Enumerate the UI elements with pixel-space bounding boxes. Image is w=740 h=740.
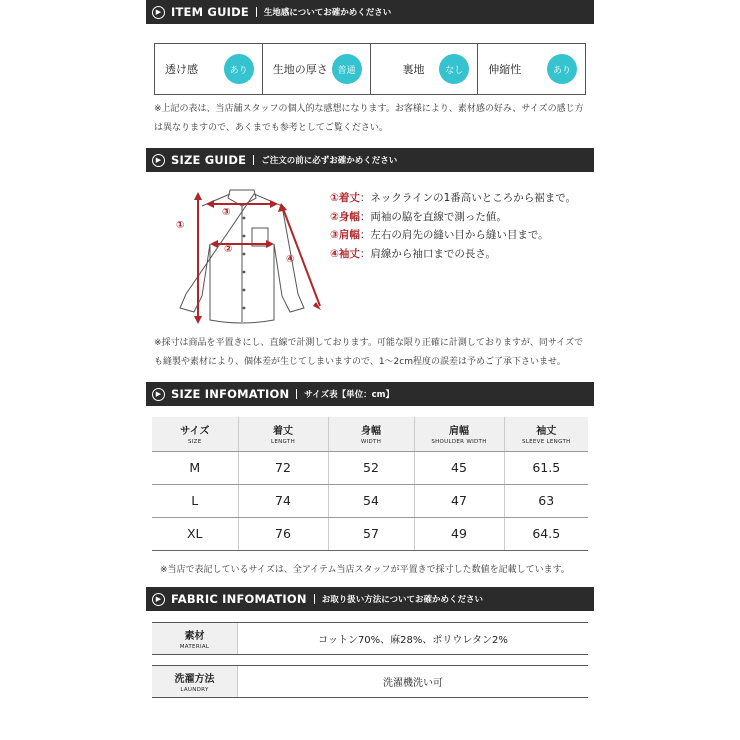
size-info-header xyxy=(146,382,594,406)
note-line: は異なりますので、あくまでも参考としてご覧ください。 xyxy=(154,123,388,133)
diagram-label-width: ② xyxy=(224,244,233,255)
laundry-label xyxy=(152,666,238,697)
sleeve-cell: 63 xyxy=(504,484,588,517)
laundry-label-jp: 洗濯方法 xyxy=(174,674,215,685)
column-header-width: 身幅 WIDTH xyxy=(328,417,414,451)
length-cell: 72 xyxy=(238,451,328,484)
column-header-shoulder: 肩幅 SHOULDER WIDTH xyxy=(414,417,504,451)
material-value: コットン70%、麻28%、ポリウレタン2% xyxy=(318,635,508,646)
item-guide-cell-transparency xyxy=(155,44,263,94)
guide-desc: ：ネックラインの1番高いところから裾まで。 xyxy=(359,192,577,204)
guide-key: 肩幅 xyxy=(338,229,360,241)
item-guide-note xyxy=(154,100,584,138)
shoulder-cell: 47 xyxy=(414,484,504,517)
size-guide-subtitle: ご注文の前に必ずお確かめください xyxy=(261,156,398,166)
fabric-row-material xyxy=(152,622,588,655)
width-cell: 57 xyxy=(328,517,414,550)
note-line: ※採寸は商品を平置きにし、直線で計測しております。可能な限り正確に計測しておりますが、同サイズで xyxy=(154,338,584,348)
size-cell: L xyxy=(152,484,238,517)
item-guide-badge: 普通 xyxy=(332,54,362,84)
shirt-diagram xyxy=(158,184,326,330)
size-cell: M xyxy=(152,451,238,484)
circle-arrow-icon: ▶ xyxy=(152,154,165,167)
column-header-length: 着丈 LENGTH xyxy=(238,417,328,451)
diagram-label-length: ① xyxy=(176,220,185,231)
size-guide-item-shoulder xyxy=(330,226,576,245)
material-label-en: MATERIAL xyxy=(179,644,210,650)
circle-arrow-icon: ▶ xyxy=(152,6,165,19)
width-cell: 54 xyxy=(328,484,414,517)
item-guide-label: 伸縮性 xyxy=(488,63,522,76)
table-row xyxy=(152,484,588,517)
diagram-label-shoulder: ③ xyxy=(222,207,231,218)
material-label-jp: 素材 xyxy=(184,631,205,642)
shoulder-cell: 49 xyxy=(414,517,504,550)
fabric-info-subtitle: お取り扱い方法についてお確かめください xyxy=(321,595,484,605)
size-info-note: ※当店で表記しているサイズは、全アイテム当店スタッフが平置きで採寸した数値を記載しています。 xyxy=(160,565,570,575)
size-guide-item-width xyxy=(330,208,576,227)
header-divider xyxy=(296,389,297,399)
circle-arrow-icon: ▶ xyxy=(152,388,165,401)
guide-desc: ：両袖の脇を直線で測った値。 xyxy=(359,210,507,223)
size-guide-item-sleeve xyxy=(330,245,576,264)
size-guide-header xyxy=(146,148,594,172)
note-line: も縫製や素材により、個体差が生じてしまいますので、1〜2cm程度の誤差は予めご了承下さいませ。 xyxy=(154,357,566,367)
sleeve-cell: 64.5 xyxy=(504,517,588,550)
guide-num: ④ xyxy=(330,247,339,260)
item-guide-label: 透け感 xyxy=(165,63,198,76)
header-divider xyxy=(256,7,257,17)
item-guide-cell-stretch xyxy=(478,44,585,94)
fabric-info-header xyxy=(146,587,594,611)
length-cell: 76 xyxy=(238,517,328,550)
guide-desc: ：肩線から袖口までの長さ。 xyxy=(359,247,496,260)
guide-num: ① xyxy=(330,192,339,204)
size-guide-title: SIZE GUIDE xyxy=(171,153,247,167)
size-guide-list xyxy=(330,189,576,263)
column-header-size: サイズ SIZE xyxy=(152,417,238,451)
size-table-header-row xyxy=(152,417,588,451)
guide-desc: ：左右の肩先の縫い目から縫い目まで。 xyxy=(359,229,549,241)
guide-key: 着丈 xyxy=(338,192,360,204)
item-guide-table xyxy=(154,43,586,95)
size-guide-note xyxy=(154,334,583,372)
size-info-title: SIZE INFOMATION xyxy=(171,387,290,401)
item-guide-label: 生地の厚さ xyxy=(272,63,328,76)
shoulder-cell: 45 xyxy=(414,451,504,484)
item-guide-cell-lining xyxy=(371,44,479,94)
guide-num: ③ xyxy=(330,229,339,241)
laundry-label-en: LAUNDRY xyxy=(180,687,209,693)
fabric-info-title: FABRIC INFOMATION xyxy=(171,592,307,606)
sleeve-cell: 61.5 xyxy=(504,451,588,484)
size-info-subtitle: サイズ表【単位：cm】 xyxy=(304,390,394,400)
size-guide-item-length xyxy=(330,189,576,208)
item-guide-cell-thickness xyxy=(263,44,371,94)
table-row xyxy=(152,451,588,484)
item-guide-badge: あり xyxy=(547,54,577,84)
guide-key: 袖丈 xyxy=(338,247,360,260)
diagram-label-sleeve: ④ xyxy=(286,254,295,265)
table-row xyxy=(152,517,588,550)
item-guide-badge: なし xyxy=(439,54,469,84)
laundry-value: 洗濯機洗い可 xyxy=(383,678,443,689)
item-guide-header xyxy=(146,0,594,24)
item-guide-subtitle: 生地感についてお確かめください xyxy=(263,8,392,18)
item-guide-label: 裏地 xyxy=(402,63,425,76)
width-cell: 52 xyxy=(328,451,414,484)
size-table xyxy=(152,417,588,551)
header-divider xyxy=(314,594,315,604)
material-label xyxy=(152,623,238,654)
length-cell: 74 xyxy=(238,484,328,517)
fabric-row-laundry xyxy=(152,665,588,698)
header-divider xyxy=(253,155,254,165)
guide-key: 身幅 xyxy=(338,210,360,223)
column-header-sleeve: 袖丈 SLEEVE LENGTH xyxy=(504,417,588,451)
item-guide-title: ITEM GUIDE xyxy=(171,5,249,19)
shirt-buttons xyxy=(243,217,246,310)
guide-num: ② xyxy=(330,210,339,223)
note-line: ※上記の表は、当店舗スタッフの個人的な感想になります。お客様により、素材感の好み、サイズの感じ方 xyxy=(154,104,584,114)
size-cell: XL xyxy=(152,517,238,550)
item-guide-badge: あり xyxy=(224,54,254,84)
circle-arrow-icon: ▶ xyxy=(152,593,165,606)
